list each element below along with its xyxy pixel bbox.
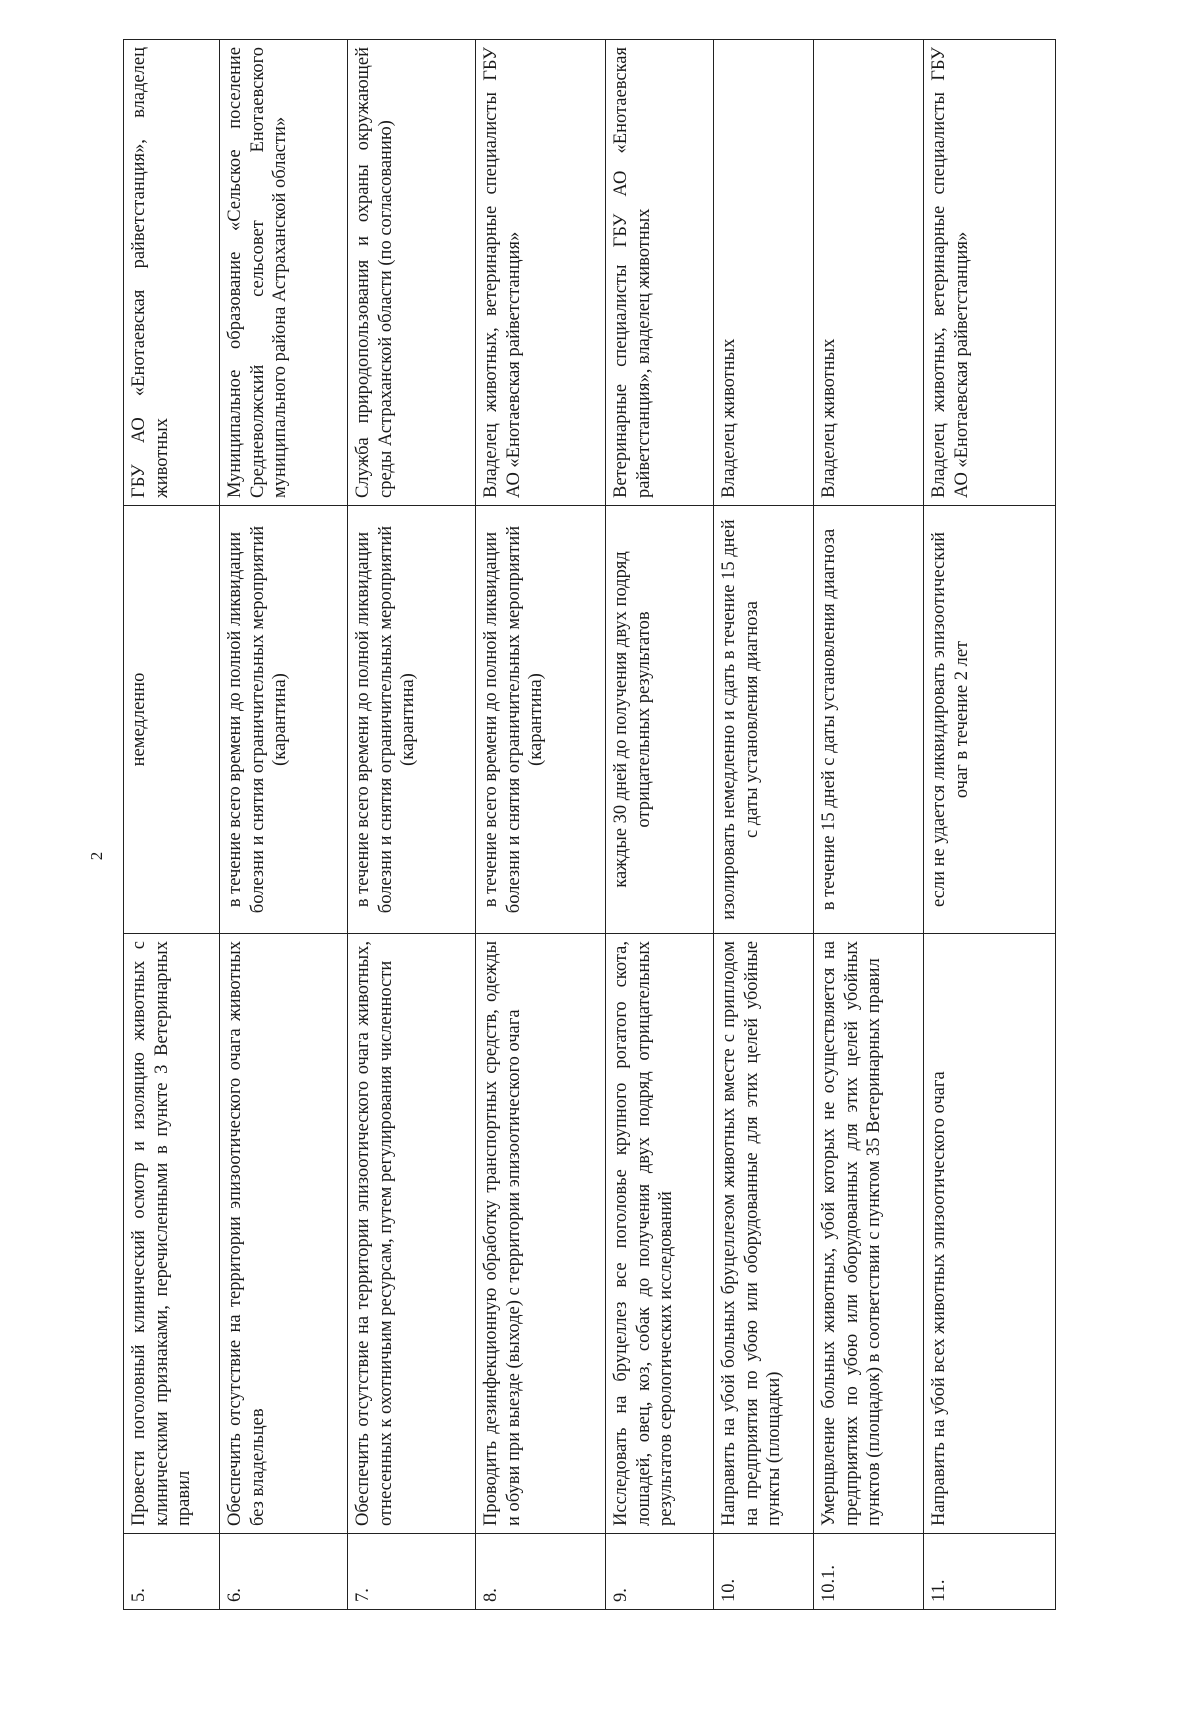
table-row: [714, 40, 814, 1610]
measure-text: Обеспечить отсутствие на территории эпизоотического очага животных, отнесенных к охотничьим ресурсам, путем регулирования численности: [348, 934, 476, 1534]
table-row: [924, 40, 1056, 1610]
table-row: [814, 40, 924, 1610]
deadline-text: немедленно: [124, 506, 220, 934]
deadline-text: в течение 15 дней с даты установления диагноза: [814, 506, 924, 934]
table-row: [220, 40, 348, 1610]
row-number: 10.1.: [814, 1534, 924, 1610]
responsible-text: ГБУ АО «Енотаевская райветстанция», владелец животных: [124, 40, 220, 506]
table-row: [476, 40, 606, 1610]
responsible-text: Владелец животных, ветеринарные специалисты ГБУ АО «Енотаевская райветстанция»: [924, 40, 1056, 506]
table-row: [348, 40, 476, 1610]
measure-text: Умерщвление больных животных, убой которых не осуществляется на предприятиях по убою или оборудованных для этих целей убойных пунктов (площадок) в соответствии с пунктом 35 Ветеринарных правил: [814, 934, 924, 1534]
measure-text: Провести поголовный клинический осмотр и изоляцию животных с клиническими признаками, перечисленными в пункте 3 Ветеринарных правил: [124, 934, 220, 1534]
deadline-text: в течение всего времени до полной ликвидации болезни и снятия ограничительных мероприятий (карантина): [476, 506, 606, 934]
row-number: 9.: [606, 1534, 714, 1610]
rotated-table-container: [123, 40, 1055, 1610]
deadline-text: каждые 30 дней до получения двух подряд отрицательных результатов: [606, 506, 714, 934]
table-row: [606, 40, 714, 1610]
measure-text: Направить на убой больных бруцеллезом животных вместе с приплодом на предприятия по убою или оборудованные для этих целей убойные пункты (площадки): [714, 934, 814, 1534]
page-number: 2: [87, 851, 106, 861]
measures-table: [123, 39, 1056, 1610]
responsible-text: Муниципальное образование «Сельское поселение Средневолжский сельсовет Енотаевского муниципального района Астраханской области»: [220, 40, 348, 506]
deadline-text: в течение всего времени до полной ликвидации болезни и снятия ограничительных мероприятий (карантина): [220, 506, 348, 934]
row-number: 10.: [714, 1534, 814, 1610]
deadline-text: изолировать немедленно и сдать в течение 15 дней с даты установления диагноза: [714, 506, 814, 934]
row-number: 11.: [924, 1534, 1056, 1610]
measure-text: Исследовать на бруцеллез все поголовье крупного рогатого скота, лошадей, овец, коз, собак до получения двух подряд отрицательных результатов серологических исследований: [606, 934, 714, 1534]
responsible-text: Служба природопользования и охраны окружающей среды Астраханской области (по согласованию): [348, 40, 476, 506]
responsible-text: Владелец животных: [814, 40, 924, 506]
deadline-text: если не удается ликвидировать эпизоотический очаг в течение 2 лет: [924, 506, 1056, 934]
row-number: 6.: [220, 1534, 348, 1610]
deadline-text: в течение всего времени до полной ликвидации болезни и снятия ограничительных мероприятий (карантина): [348, 506, 476, 934]
row-number: 8.: [476, 1534, 606, 1610]
responsible-text: Владелец животных: [714, 40, 814, 506]
measure-text: Обеспечить отсутствие на территории эпизоотического очага животных без владельцев: [220, 934, 348, 1534]
measure-text: Проводить дезинфекционную обработку транспортных средств, одежды и обуви при выезде (выходе) с территории эпизоотического очага: [476, 934, 606, 1534]
responsible-text: Ветеринарные специалисты ГБУ АО «Енотаевская райветстанция», владелец животных: [606, 40, 714, 506]
row-number: 7.: [348, 1534, 476, 1610]
measure-text: Направить на убой всех животных эпизоотического очага: [924, 934, 1056, 1534]
responsible-text: Владелец животных, ветеринарные специалисты ГБУ АО «Енотаевская райветстанция»: [476, 40, 606, 506]
row-number: 5.: [124, 1534, 220, 1610]
table-row: [124, 40, 220, 1610]
